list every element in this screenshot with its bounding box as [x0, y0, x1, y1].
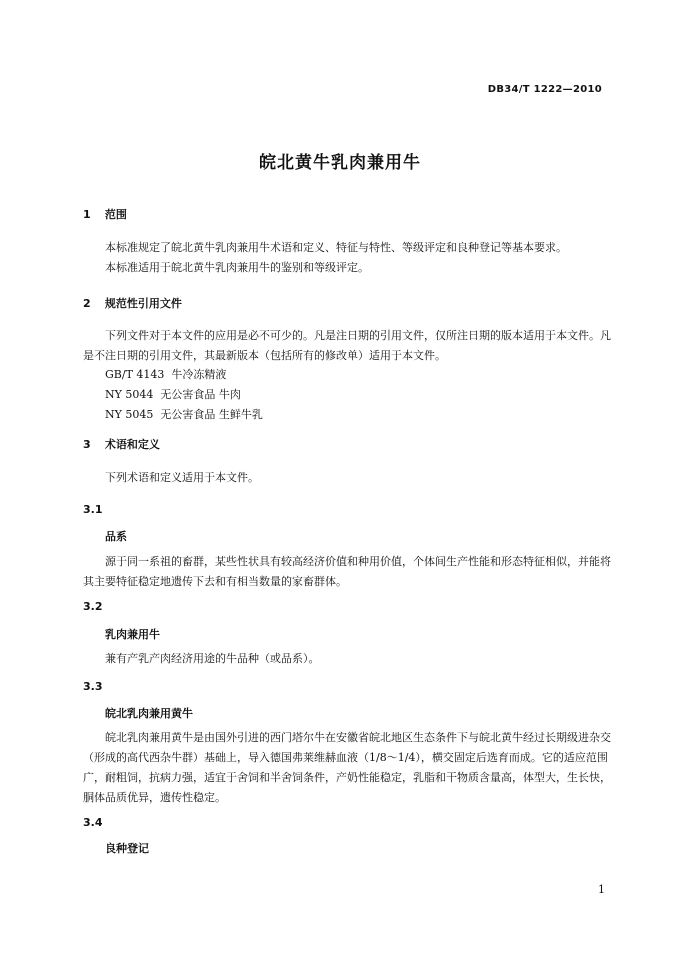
clause-number: 3.4 — [83, 816, 103, 829]
reference-item: NY 5045 无公害食品 生鲜牛乳 — [105, 408, 263, 421]
clause-number: 3.2 — [83, 600, 103, 613]
section-heading-normative-references — [83, 295, 182, 311]
term-definition: 兼有产乳产肉经济用途的牛品种（或品系）。 — [105, 652, 320, 665]
reference-item: NY 5044 无公害食品 牛肉 — [105, 388, 241, 401]
term-name: 皖北乳肉兼用黄牛 — [105, 707, 193, 720]
section-title: 术语和定义 — [104, 438, 160, 451]
section-title: 范围 — [104, 208, 127, 221]
clause-number: 3.1 — [83, 503, 103, 516]
document-title: 皖北黄牛乳肉兼用牛 — [259, 153, 421, 173]
standard-code: DB34/T 1222—2010 — [487, 84, 602, 95]
term-name: 品系 — [105, 530, 127, 543]
section-heading-scope — [83, 206, 127, 222]
paragraph: 本标准适用于皖北黄牛乳肉兼用牛的鉴别和等级评定。 — [105, 261, 369, 274]
term-name: 良种登记 — [105, 842, 149, 855]
section-title: 规范性引用文件 — [104, 297, 182, 310]
section-heading-terms-definitions — [83, 436, 160, 452]
section-number: 3 — [83, 438, 91, 451]
term-definition: 源于同一系祖的畜群，某些性状具有较高经济价值和种用价值，个体间生产性能和形态特征相似，并能将其主要特征稳定地遗传下去和有相当数量的家畜群体。 — [83, 555, 611, 588]
clause-number: 3.3 — [83, 680, 103, 693]
reference-item: GB/T 4143 牛冷冻精液 — [105, 368, 227, 381]
paragraph: 下列文件对于本文件的应用是必不可少的。凡是注日期的引用文件，仅所注日期的版本适用于本文件。凡是不注日期的引用文件，其最新版本（包括所有的修改单）适用于本文件。 — [83, 329, 611, 362]
page-number: 1 — [598, 883, 605, 896]
term-name: 乳肉兼用牛 — [105, 628, 160, 641]
section-number: 1 — [83, 208, 91, 221]
paragraph: 本标准规定了皖北黄牛乳肉兼用牛术语和定义、特征与特性、等级评定和良种登记等基本要求。 — [105, 241, 567, 254]
term-definition: 皖北乳肉兼用黄牛是由国外引进的西门塔尔牛在安徽省皖北地区生态条件下与皖北黄牛经过长期级进杂交（形成的高代西杂牛群）基础上，导入德国弗莱维赫血液（1/8～1/4），横交固定后选育而成。它的适应范围广，耐粗饲，抗病力强，适宜于舍饲和半舍饲条件，产奶性能稳定，乳脂和干物质含量高，体型大，生长快，胴体品质优异，遗传性稳定。 — [83, 731, 611, 804]
section-number: 2 — [83, 297, 91, 310]
paragraph: 下列术语和定义适用于本文件。 — [105, 471, 259, 484]
